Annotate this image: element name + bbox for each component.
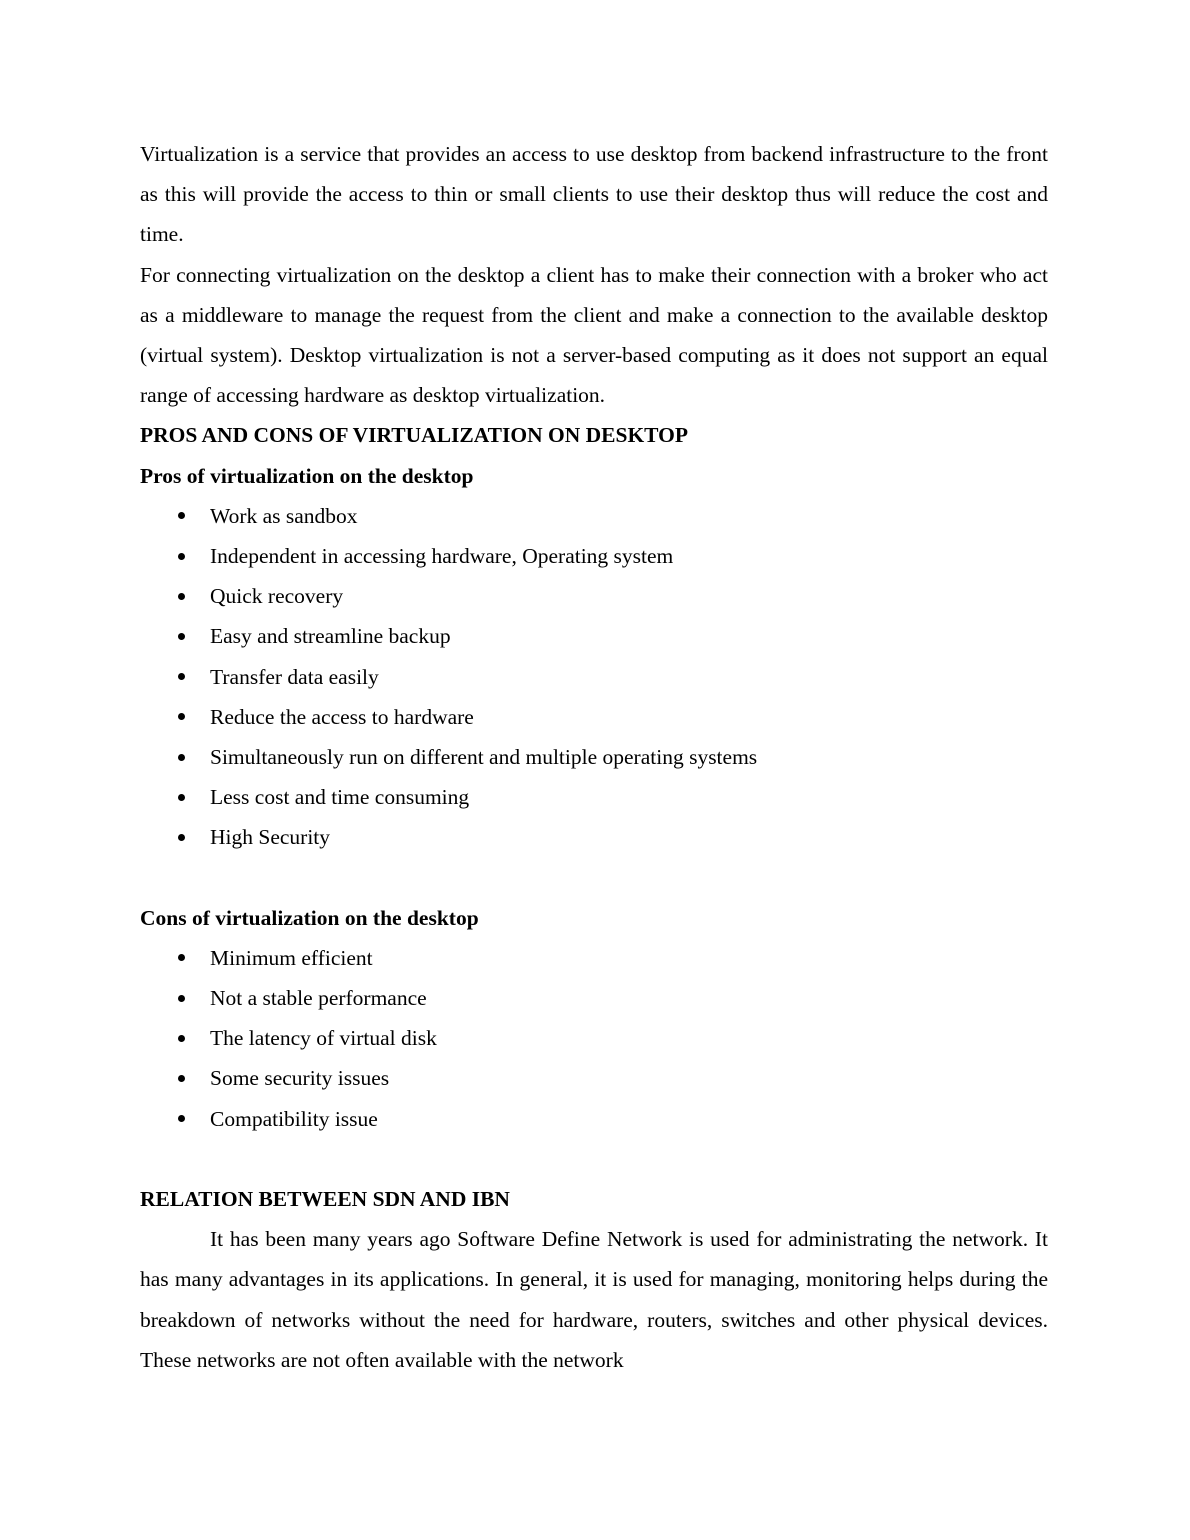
list-item-text: Easy and streamline backup [210,624,451,649]
list-item-text: Not a stable performance [210,986,427,1011]
sdn-paragraph: It has been many years ago Software Define Network is used for administrating the network. It has many advantages in its applications. In general, it is used for managing, monitoring helps during the breakdown of networks without the need for hardware, routers, switches and other physical devices. These networks are not often available with the network [140,1227,1048,1372]
list-item [140,1099,1048,1139]
bullet-icon [176,978,186,1018]
list-item [140,777,1048,817]
blank-line [140,1139,1048,1179]
intro-paragraph-2: For connecting virtualization on the desktop a client has to make their connection with a broker who act as a middleware to manage the request from the client and make a connection to the available desktop (virtual system). Desktop virtualization is not a server-based computing as it does not support an equal range of accessing hardware as desktop virtualization. [140,262,1048,408]
list-item-text: Independent in accessing hardware, Operating system [210,544,674,569]
bullet-icon [176,1058,186,1098]
list-item-text: The latency of virtual disk [210,1026,437,1051]
list-item-text: High Security [210,825,331,850]
bullet-icon [176,1018,186,1058]
bullet-icon [176,817,186,857]
intro-paragraph-1: Virtualization is a service that provides an access to use desktop from backend infrastructure to the front as this will provide the access to thin or small clients to use their desktop thus will reduce the cost and time. [140,142,1048,247]
list-item-text: Some security issues [210,1066,390,1091]
cons-heading: Cons of virtualization on the desktop [140,905,479,930]
cons-list [140,938,1048,1139]
list-item [140,938,1048,978]
bullet-icon [176,576,186,616]
blank-line [140,858,1048,898]
list-item-text: Quick recovery [210,584,344,609]
bullet-icon [176,697,186,737]
bullet-icon [176,938,186,978]
bullet-icon [176,657,186,697]
list-item-text: Less cost and time consuming [210,785,470,810]
list-item-text: Reduce the access to hardware [210,704,474,729]
list-item [140,978,1048,1018]
list-item [140,496,1048,536]
sdn-ibn-title: RELATION BETWEEN SDN AND IBN [140,1187,510,1212]
pros-cons-title: PROS AND CONS OF VIRTUALIZATION ON DESKTOP [140,423,688,448]
bullet-icon [176,496,186,536]
list-item-text: Minimum efficient [210,945,373,970]
list-item [140,1058,1048,1098]
bullet-icon [176,1099,186,1139]
list-item-text: Transfer data easily [210,664,379,689]
bullet-icon [176,616,186,656]
list-item-text: Work as sandbox [210,503,358,528]
list-item [140,697,1048,737]
list-item [140,536,1048,576]
pros-list [140,496,1048,858]
list-item [140,616,1048,656]
bullet-icon [176,777,186,817]
list-item [140,817,1048,857]
list-item [140,657,1048,697]
list-item [140,1018,1048,1058]
bullet-icon [176,536,186,576]
list-item [140,737,1048,777]
bullet-icon [176,737,186,777]
pros-heading: Pros of virtualization on the desktop [140,463,474,488]
list-item-text: Compatibility issue [210,1106,378,1131]
list-item-text: Simultaneously run on different and multiple operating systems [210,744,758,769]
list-item [140,576,1048,616]
document-page [140,134,1048,1380]
